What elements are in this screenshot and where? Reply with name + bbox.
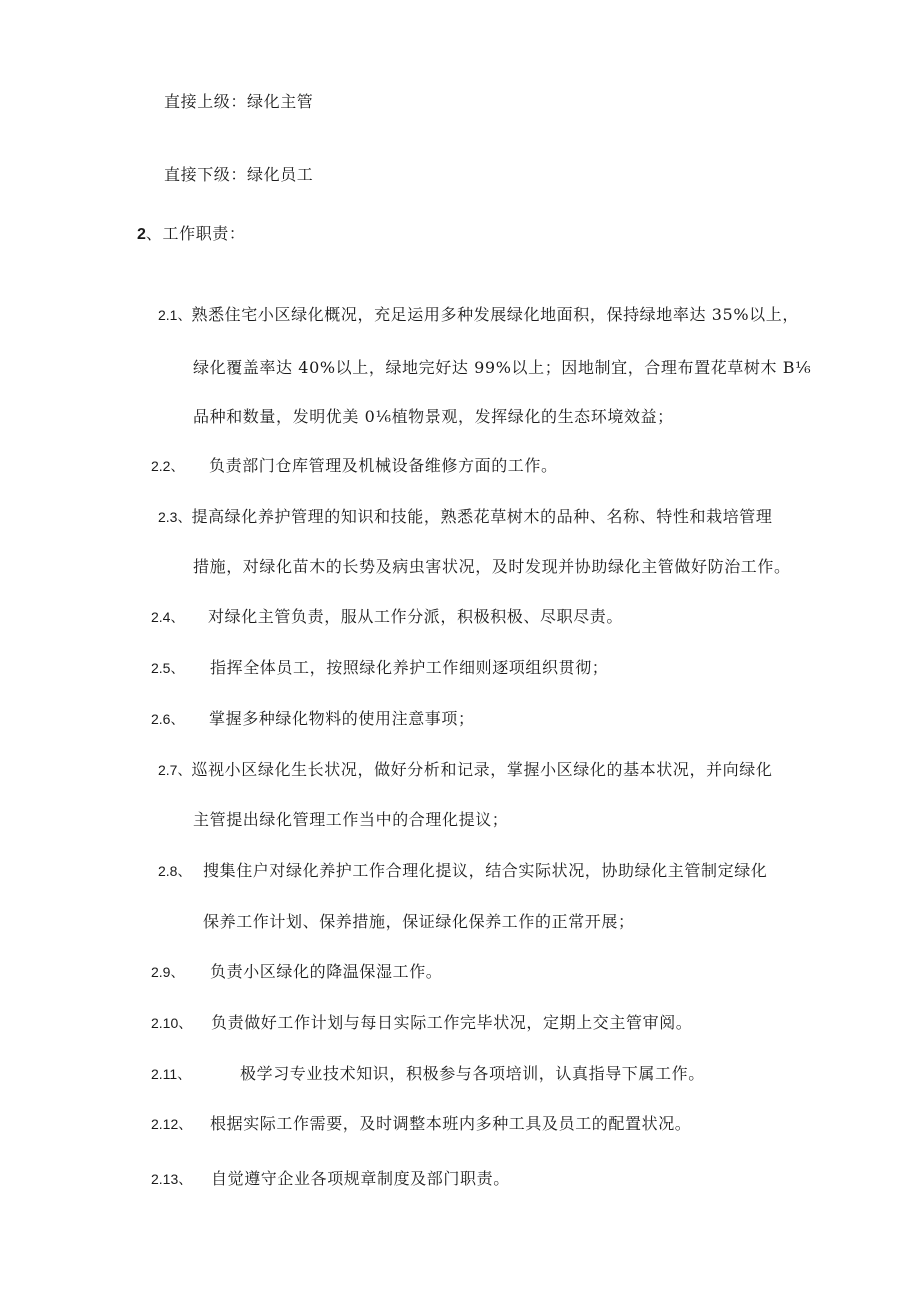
list-item bbox=[151, 1013, 692, 1033]
item-text: 极学习专业技术知识，积极参与各项培训，认真指导下属工作。 bbox=[240, 1064, 705, 1083]
item-number: 2.6、 bbox=[151, 711, 185, 727]
item-text: 熟悉住宅小区绿化概况，充足运用多种发展绿化地面积，保持绿地率达 35%以上， bbox=[191, 305, 799, 324]
item-number: 2.13、 bbox=[151, 1171, 193, 1187]
list-item bbox=[151, 1064, 705, 1084]
list-item bbox=[151, 658, 608, 678]
list-item bbox=[158, 305, 799, 325]
item-number: 2.11、 bbox=[151, 1066, 192, 1082]
item-number: 2.2、 bbox=[151, 458, 185, 474]
item-text-continued: 绿化覆盖率达 40%以上，绿地完好达 99%以上；因地制宜，合理布置花草树木 B⅙ bbox=[193, 358, 812, 377]
list-item bbox=[151, 456, 558, 476]
item-text: 提高绿化养护管理的知识和技能，熟悉花草树木的品种、名称、特性和栽培管理 bbox=[191, 507, 773, 526]
item-text: 自觉遵守企业各项规章制度及部门职责。 bbox=[211, 1169, 510, 1188]
item-text: 对绿化主管负责，服从工作分派，积极积极、尽职尽责。 bbox=[208, 607, 624, 626]
direct-subordinate-line: 直接下级：绿化员工 bbox=[164, 165, 314, 184]
item-text: 负责部门仓库管理及机械设备维修方面的工作。 bbox=[209, 456, 558, 475]
item-text: 负责小区绿化的降温保湿工作。 bbox=[210, 962, 443, 981]
direct-superior-line: 直接上级：绿化主管 bbox=[164, 92, 314, 111]
item-text: 指挥全体员工，按照绿化养护工作细则逐项组织贯彻； bbox=[210, 658, 609, 677]
section-heading bbox=[137, 224, 246, 245]
list-item bbox=[158, 861, 767, 881]
item-text: 巡视小区绿化生长状况，做好分析和记录，掌握小区绿化的基本状况，并向绿化 bbox=[191, 760, 773, 779]
list-item bbox=[151, 709, 475, 729]
item-text-continued: 措施，对绿化苗木的长势及病虫害状况，及时发现并协助绿化主管做好防治工作。 bbox=[193, 557, 791, 576]
item-number: 2.7、 bbox=[158, 762, 192, 778]
item-number: 2.8、 bbox=[158, 863, 192, 879]
section-number: 2 bbox=[137, 226, 146, 243]
item-number: 2.9、 bbox=[151, 964, 185, 980]
section-title: 、工作职责： bbox=[145, 224, 246, 243]
item-text-continued: 保养工作计划、保养措施，保证绿化保养工作的正常开展； bbox=[203, 912, 635, 931]
item-number: 2.4、 bbox=[151, 609, 185, 625]
item-text-continued: 品种和数量，发明优美 0⅙植物景观，发挥绿化的生态环境效益； bbox=[193, 407, 674, 426]
list-item bbox=[151, 1114, 691, 1134]
list-item bbox=[151, 607, 623, 627]
item-number: 2.10、 bbox=[151, 1015, 193, 1031]
item-number: 2.5、 bbox=[151, 660, 185, 676]
list-item bbox=[158, 760, 772, 780]
item-text: 搜集住户对绿化养护工作合理化提议，结合实际状况，协助绿化主管制定绿化 bbox=[203, 861, 768, 880]
item-text-continued: 主管提出绿化管理工作当中的合理化提议； bbox=[193, 810, 509, 829]
item-number: 2.1、 bbox=[158, 307, 192, 323]
item-text: 根据实际工作需要，及时调整本班内多种工具及员工的配置状况。 bbox=[210, 1114, 692, 1133]
item-number: 2.3、 bbox=[158, 509, 192, 525]
item-text: 负责做好工作计划与每日实际工作完毕状况，定期上交主管审阅。 bbox=[211, 1013, 693, 1032]
item-text: 掌握多种绿化物料的使用注意事项； bbox=[209, 709, 475, 728]
list-item bbox=[151, 962, 442, 982]
list-item bbox=[158, 507, 772, 527]
item-number: 2.12、 bbox=[151, 1116, 193, 1132]
list-item bbox=[151, 1169, 510, 1189]
